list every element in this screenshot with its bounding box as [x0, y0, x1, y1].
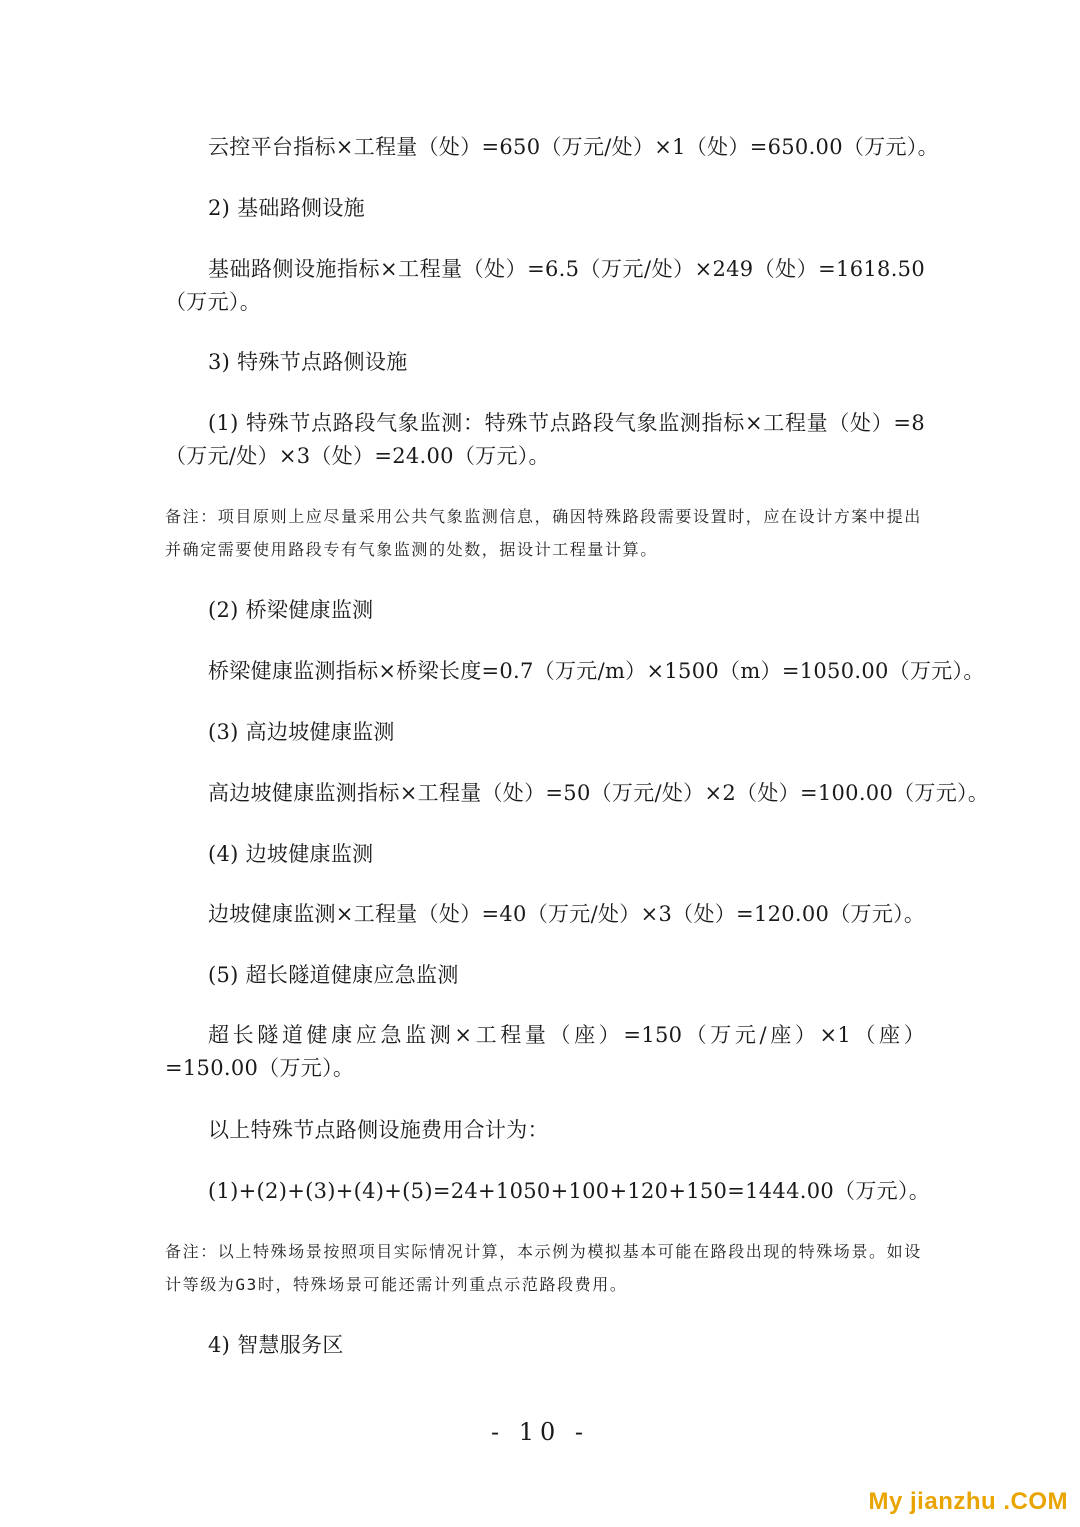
note-weather-monitoring: 备注：项目原则上应尽量采用公共气象监测信息，确因特殊路段需要设置时，应在设计方案中提出并确定需要使用路段专有气象监测的处数，据设计工程量计算。 — [165, 507, 922, 559]
section-heading-basic-roadside: 2) 基础路侧设施 — [208, 196, 365, 220]
tunnel-monitoring-formula: 超长隧道健康应急监测×工程量（座）=150（万元/座）×1（座）=150.00（万元）。 — [165, 1023, 925, 1080]
total-cost-formula: (1)+(2)+(3)+(4)+(5)=24+1050+100+120+150=1444.00（万元）。 — [208, 1179, 931, 1203]
weather-monitoring-formula: (1) 特殊节点路段气象监测：特殊节点路段气象监测指标×工程量（处）=8（万元/处）×3（处）=24.00（万元）。 — [165, 411, 925, 468]
basic-roadside-formula: 基础路侧设施指标×工程量（处）=6.5（万元/处）×249（处）=1618.50（万元）。 — [165, 257, 925, 314]
subheading-high-slope-monitoring: (3) 高边坡健康监测 — [208, 720, 395, 744]
total-cost-label: 以上特殊节点路侧设施费用合计为： — [208, 1118, 549, 1142]
bridge-monitoring-formula: 桥梁健康监测指标×桥梁长度=0.7（万元/m）×1500（m）=1050.00（万元）。 — [208, 659, 985, 683]
subheading-tunnel-monitoring: (5) 超长隧道健康应急监测 — [208, 963, 459, 987]
page-number: - 10 - — [490, 1418, 589, 1446]
cloud-platform-formula: 云控平台指标×工程量（处）=650（万元/处）×1（处）=650.00（万元）。 — [208, 135, 939, 159]
watermark-logo: My jianzhu .COM — [868, 1488, 1068, 1515]
note-special-scenarios: 备注：以上特殊场景按照项目实际情况计算，本示例为模拟基本可能在路段出现的特殊场景。如设计等级为G3时，特殊场景可能还需计列重点示范路段费用。 — [165, 1242, 922, 1294]
section-heading-special-node: 3) 特殊节点路侧设施 — [208, 350, 408, 374]
section-heading-smart-service-area: 4) 智慧服务区 — [208, 1333, 344, 1357]
high-slope-monitoring-formula: 高边坡健康监测指标×工程量（处）=50（万元/处）×2（处）=100.00（万元）。 — [208, 781, 990, 805]
subheading-slope-monitoring: (4) 边坡健康监测 — [208, 842, 374, 866]
slope-monitoring-formula: 边坡健康监测×工程量（处）=40（万元/处）×3（处）=120.00（万元）。 — [208, 902, 926, 926]
subheading-bridge-monitoring: (2) 桥梁健康监测 — [208, 598, 374, 622]
